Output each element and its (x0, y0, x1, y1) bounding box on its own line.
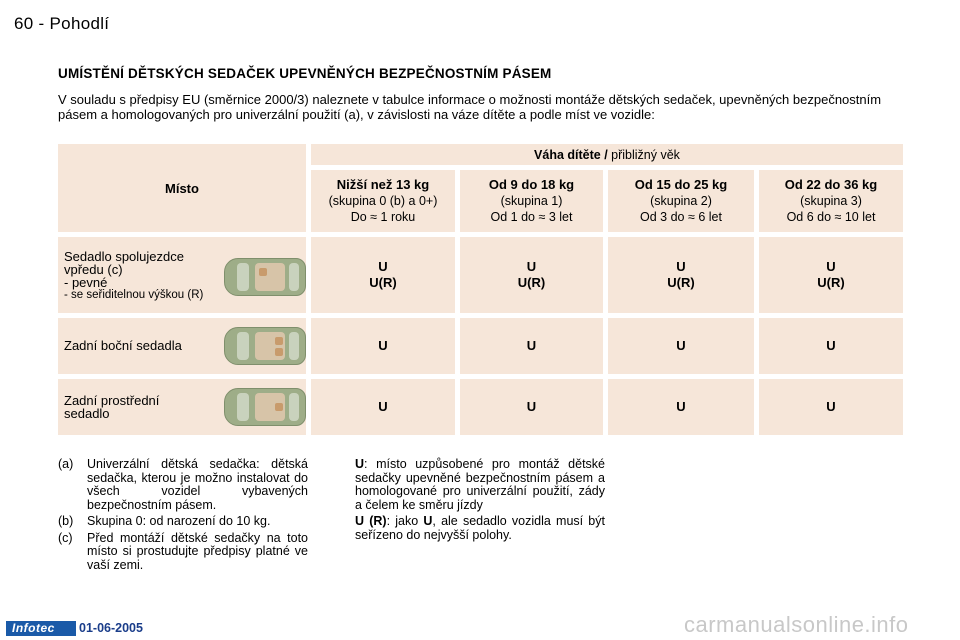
group-age: Od 6 do ≈ 10 let (786, 210, 876, 224)
legend-u (355, 458, 605, 512)
group-title: Nižší než 13 kg (336, 177, 430, 192)
legend-text: , ale sedadlo vozidla musí být seřízeno do nejvyšší polohy. (355, 514, 605, 542)
cell-value: U (676, 259, 686, 274)
row-label-line: vpředu (c) (64, 262, 123, 277)
legend-ur (355, 515, 605, 542)
row-label-small: - se seřiditelnou výškou (R) (64, 289, 204, 301)
cell-rear-middle-g1 (460, 379, 603, 435)
group-name: (skupina 3) (800, 194, 862, 208)
row-label-line: Zadní prostřední (64, 393, 160, 408)
group-title: Od 9 do 18 kg (488, 177, 575, 192)
group-header-0 (311, 170, 455, 232)
cell-front-g1 (460, 237, 603, 313)
group-age: Od 1 do ≈ 3 let (490, 210, 573, 224)
group-title: Od 15 do 25 kg (634, 177, 728, 192)
row-label-line: sedadlo (64, 406, 110, 421)
cell-value: U (378, 259, 388, 274)
footnotes-left (58, 458, 308, 575)
cell-value: U (826, 259, 836, 274)
footnote-label: (c) (58, 530, 73, 545)
group-name: (skupina 2) (650, 194, 712, 208)
intro-paragraph: V souladu s předpisy EU (směrnice 2000/3) naleznete v tabulce informace o možnosti montáže dětských sedaček, upevněných bezpečnostním pásem a homologovaných pro univerzální použití (a), v závislosti na váze dítěte a podle míst ve vozidle: (58, 92, 882, 122)
car-rear-middle-seat-icon (224, 388, 306, 426)
legend-text: : místo uzpůsobené pro montáž dětské sedačky upevněné bezpečnostním pásem a homologované pro univerzální použití, zády a čelem ke směru jízdy (355, 457, 605, 512)
row-label-front-passenger (58, 237, 306, 313)
group-name: (skupina 0 (b) a 0+) (328, 194, 438, 208)
cell-value: U (526, 338, 537, 353)
footnotes-right (355, 458, 605, 542)
row-label-line: Sedadlo spolujezdce (64, 249, 184, 264)
footnote-label: (a) (58, 457, 74, 471)
group-name: (skupina 1) (500, 194, 563, 208)
group-age: Do ≈ 1 roku (350, 210, 416, 224)
car-front-passenger-seat-icon (224, 258, 306, 296)
cell-rear-side-g2 (608, 318, 754, 374)
cell-front-g0 (311, 237, 455, 313)
cell-rear-side-g1 (460, 318, 603, 374)
cell-value: U(R) (667, 275, 695, 290)
cell-value: U (826, 399, 836, 414)
cell-rear-middle-g2 (608, 379, 754, 435)
cell-value: U (378, 338, 388, 353)
footnote-text: Univerzální dětská sedačka: dětská sedačka, kterou je možno instalovat do všech vozidel vybavených bezpečnostním pásem. (87, 457, 308, 512)
group-header-1 (460, 170, 603, 232)
legend-text: : jako (386, 514, 424, 528)
group-header-3 (759, 170, 903, 232)
section-title: UMÍSTĚNÍ DĚTSKÝCH SEDAČEK UPEVNĚNÝCH BEZPEČNOSTNÍM PÁSEM (58, 66, 552, 81)
cell-value: U (676, 399, 686, 414)
footnote-label: (b) (58, 514, 74, 528)
cell-rear-side-g0 (311, 318, 455, 374)
misto-header-cell (58, 144, 306, 232)
misto-header: Místo (165, 180, 199, 196)
page-header (14, 14, 109, 34)
row-label-rear-middle (58, 379, 306, 435)
legend-term: U (R) (355, 514, 387, 528)
footnote-text: Skupina 0: od narození do 10 kg. (87, 514, 271, 528)
footnote-c (58, 532, 308, 573)
watermark: carmanualsonline.info (684, 612, 909, 637)
group-age: Od 3 do ≈ 6 let (640, 210, 722, 224)
header-separator: - (38, 14, 45, 33)
row-label-line: Zadní boční sedadla (64, 338, 182, 353)
cell-front-g2 (608, 237, 754, 313)
infotec-logo: Infotec (6, 621, 76, 636)
weight-header-bold: Váha dítěte / (534, 147, 608, 162)
weight-header-rest: přibližný věk (607, 147, 680, 162)
page-number: 60 (14, 14, 34, 33)
cell-value: U (826, 338, 836, 353)
legend-term: U (423, 514, 433, 528)
group-header-2 (608, 170, 754, 232)
row-label-rear-side (58, 318, 306, 374)
cell-value: U (676, 338, 686, 353)
legend-term: U (355, 457, 365, 471)
cell-value: U (526, 259, 537, 274)
cell-rear-side-g3 (759, 318, 903, 374)
weight-header-cell (311, 144, 903, 165)
footnote-b (58, 515, 308, 529)
cell-front-g3 (759, 237, 903, 313)
cell-value: U(R) (369, 275, 397, 290)
cell-value: U(R) (817, 275, 845, 290)
footer-date: 01-06-2005 (79, 621, 143, 635)
cell-value: U(R) (517, 275, 546, 290)
footnote-a (58, 458, 308, 512)
row-label-line: - pevné (64, 275, 108, 290)
cell-value: U (378, 399, 388, 414)
footnote-text: Před montáží dětské sedačky na toto místo si prostudujte předpisy platné ve vaší zemi. (87, 530, 308, 572)
group-title: Od 22 do 36 kg (784, 177, 878, 192)
section-name: Pohodlí (49, 14, 110, 33)
cell-rear-middle-g0 (311, 379, 455, 435)
car-rear-side-seats-icon (224, 327, 306, 365)
cell-rear-middle-g3 (759, 379, 903, 435)
cell-value: U (526, 399, 537, 414)
